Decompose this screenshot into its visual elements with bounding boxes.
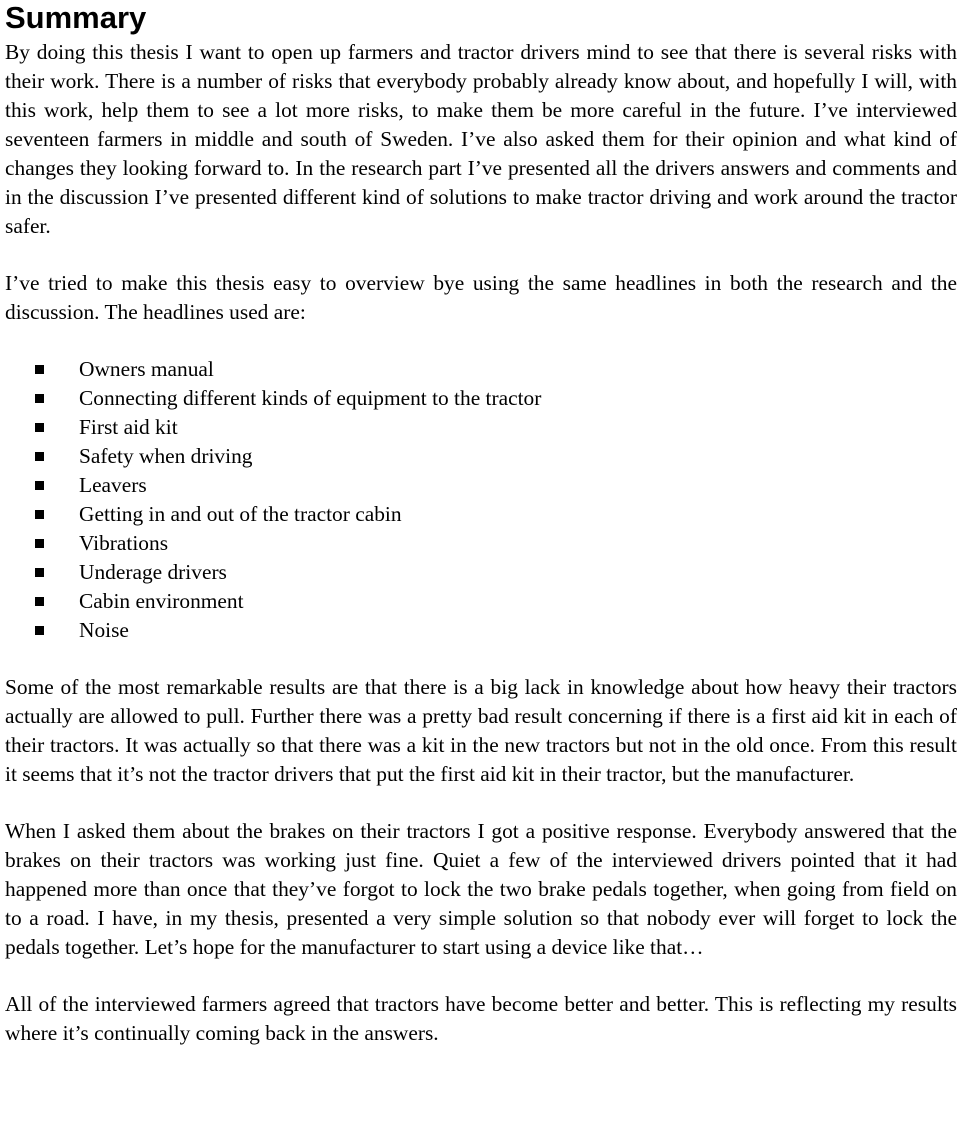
results-paragraph: Some of the most remarkable results are that there is a big lack in knowledge about how heavy their tractors actually are allowed to pull. Further there was a pretty bad result concerning if there is a first aid kit in each of their tractors. It was actually so that there was a kit in the new tractors but not in the old once. From this result it seems that it’s not the tractor drivers that put the first aid kit in their tractor, but the manufacturer. [5,675,957,786]
headlines-intro-paragraph: I’ve tried to make this thesis easy to overview bye using the same headlines in both the research and the discussion. The headlines used are: [5,271,957,324]
list-item-label: First aid kit [79,415,178,439]
list-item-label: Owners manual [79,357,214,381]
brakes-paragraph: When I asked them about the brakes on their tractors I got a positive response. Everybody answered that the brakes on their tractors was working just fine. Quiet a few of the interviewed drivers pointed that it had happened more than once that they’ve forgot to lock the two brake pedals together, when going from field on to a road. I have, in my thesis, presented a very simple solution so that nobody ever will forget to lock the pedals together. Let’s hope for the manufacturer to start using a device like that… [5,819,957,959]
conclusion-paragraph: All of the interviewed farmers agreed that tractors have become better and better. This is reflecting my results where it’s continually coming back in the answers. [5,992,957,1045]
list-item-label: Safety when driving [79,444,253,468]
list-item-label: Cabin environment [79,589,244,613]
list-item [5,471,957,500]
square-bullet-icon [35,510,44,519]
list-item-label: Underage drivers [79,560,227,584]
list-item [5,616,957,645]
list-item-label: Leavers [79,473,147,497]
list-item [5,442,957,471]
intro-paragraph: By doing this thesis I want to open up farmers and tractor drivers mind to see that there is several risks with their work. There is a number of risks that everybody probably already know about, and hopefully I will, with this work, help them to see a lot more risks, to make them be more careful in the future. I’ve interviewed seventeen farmers in middle and south of Sweden. I’ve also asked them for their opinion and what kind of changes they looking forward to. In the research part I’ve presented all the drivers answers and comments and in the discussion I’ve presented different kind of solutions to make tractor driving and work around the tractor safer. [5,40,957,238]
list-item-label: Noise [79,618,129,642]
list-item-label: Getting in and out of the tractor cabin [79,502,402,526]
list-item [5,413,957,442]
square-bullet-icon [35,452,44,461]
square-bullet-icon [35,423,44,432]
square-bullet-icon [35,568,44,577]
list-item-label: Connecting different kinds of equipment to the tractor [79,386,542,410]
list-item-label: Vibrations [79,531,169,555]
square-bullet-icon [35,365,44,374]
square-bullet-icon [35,481,44,490]
summary-heading: Summary [5,0,147,35]
list-item [5,355,957,384]
list-item [5,384,957,413]
list-item [5,587,957,616]
list-item [5,500,957,529]
square-bullet-icon [35,539,44,548]
list-item [5,558,957,587]
document-page [5,0,957,1048]
headlines-list [5,355,957,645]
list-item [5,529,957,558]
square-bullet-icon [35,394,44,403]
square-bullet-icon [35,597,44,606]
square-bullet-icon [35,626,44,635]
